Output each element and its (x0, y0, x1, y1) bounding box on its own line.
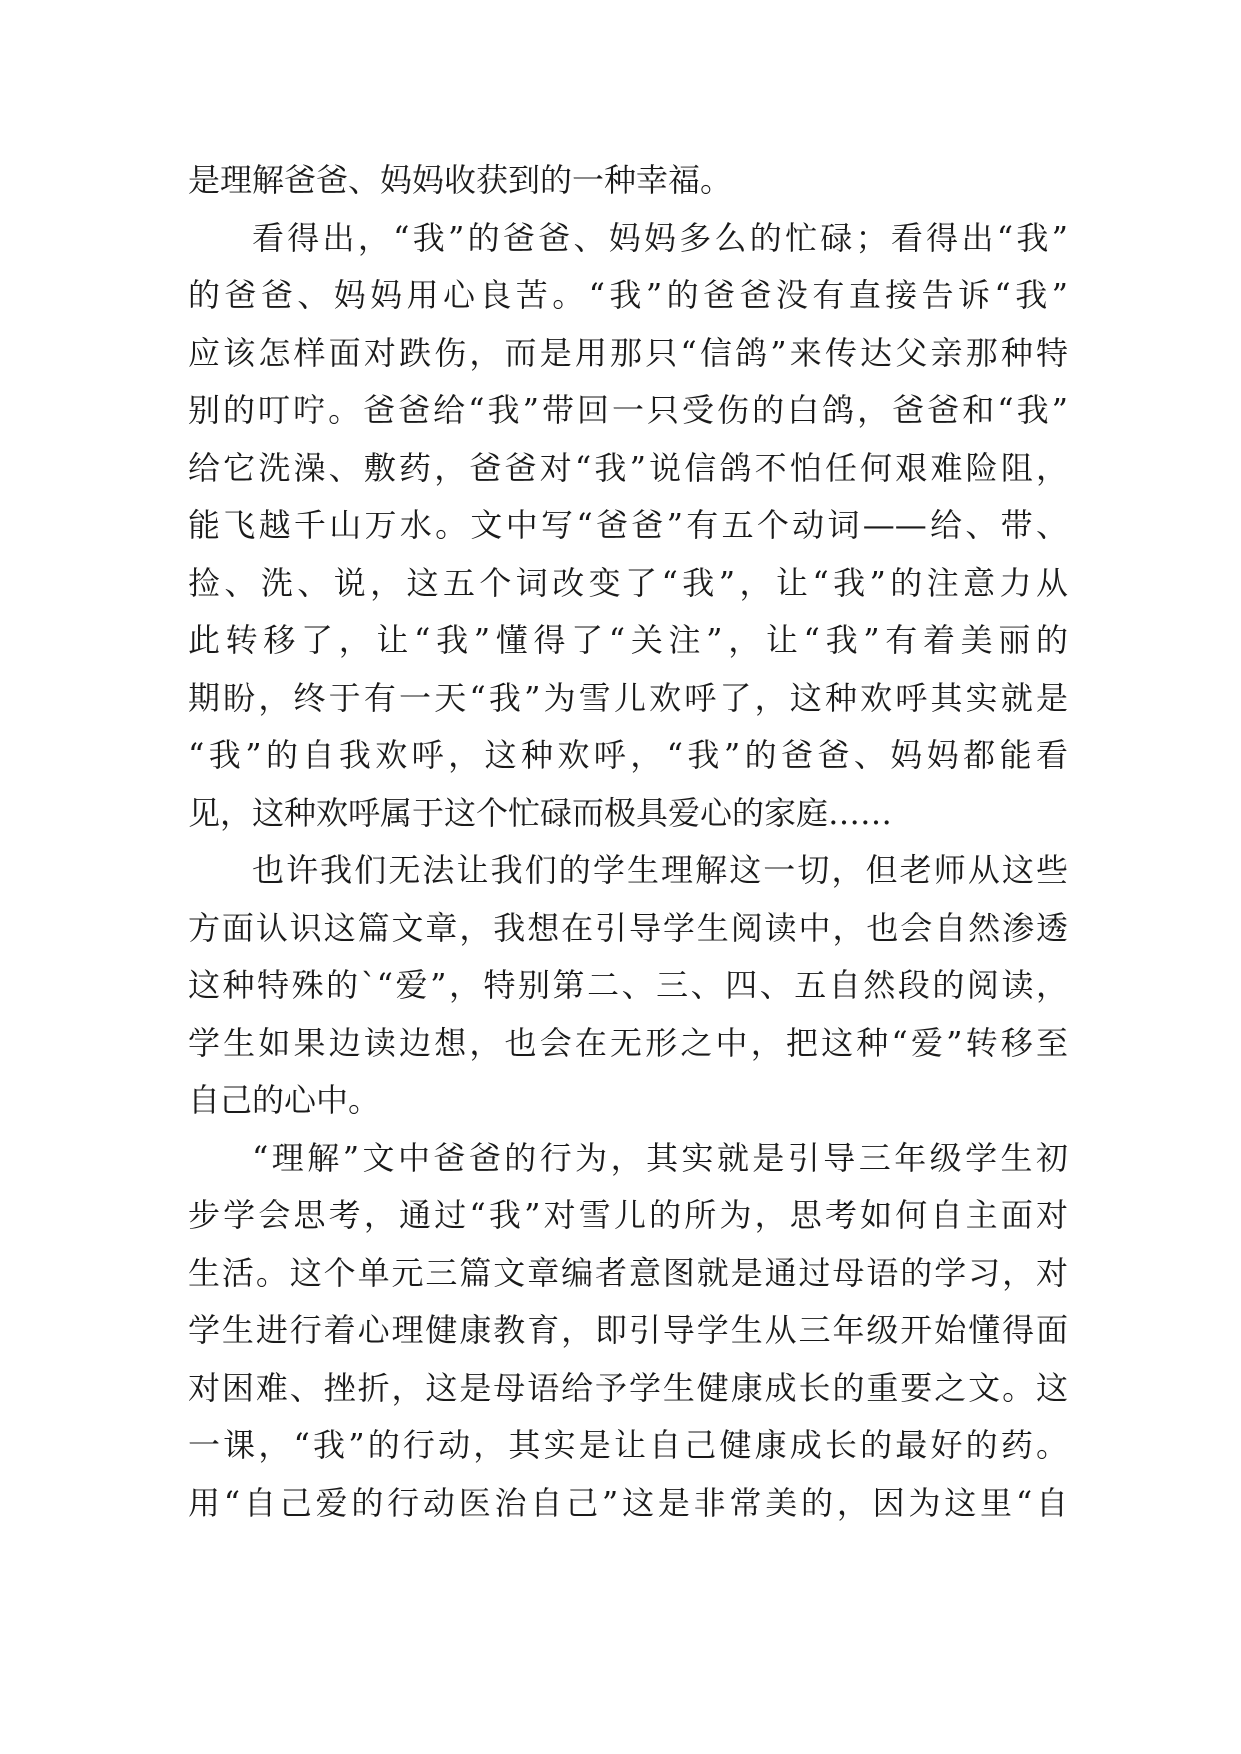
text-line: 生活。这个单元三篇文章编者意图就是通过母语的学习，对 (188, 1253, 1068, 1292)
text-line: 捡、洗、说，这五个词改变了“我”，让“我”的注意力从 (188, 563, 1068, 602)
text-line: 用“自己爱的行动医治自己”这是非常美的，因为这里“自 (188, 1483, 1068, 1522)
text-line: “理解”文中爸爸的行为，其实就是引导三年级学生初 (252, 1138, 1068, 1177)
text-line: 此转移了，让“我”懂得了“关注”，让“我”有着美丽的 (188, 621, 1068, 659)
text-line: 学生进行着心理健康教育，即引导学生从三年级开始懂得面 (188, 1311, 1068, 1349)
text-line: 能飞越千山万水。文中写“爸爸”有五个动词——给、带、 (188, 506, 1068, 544)
text-line: 一课，“我”的行动，其实是让自己健康成长的最好的药。 (188, 1426, 1068, 1464)
text-line: 这种特殊的`“爱”，特别第二、三、四、五自然段的阅读， (188, 966, 1068, 1004)
text-line: 期盼，终于有一天“我”为雪儿欢呼了，这种欢呼其实就是 (188, 678, 1068, 717)
text-line: 看得出，“我”的爸爸、妈妈多么的忙碌；看得出“我” (252, 218, 1068, 257)
text-line: “我”的自我欢呼，这种欢呼，“我”的爸爸、妈妈都能看 (188, 736, 1068, 774)
text-line: 应该怎样面对跌伤，而是用那只“信鸽”来传达父亲那种特 (188, 333, 1068, 372)
text-line: 是理解爸爸、妈妈收获到的一种幸福。 (188, 161, 733, 199)
text-line: 对困难、挫折，这是母语给予学生健康成长的重要之文。这 (188, 1368, 1068, 1407)
text-line: 步学会思考，通过“我”对雪儿的所为，思考如何自主面对 (188, 1196, 1068, 1234)
text-line: 见，这种欢呼属于这个忙碌而极具爱心的家庭…… (188, 793, 893, 832)
text-line: 学生如果边读边想，也会在无形之中，把这种“爱”转移至 (188, 1023, 1068, 1062)
text-line: 方面认识这篇文章，我想在引导学生阅读中，也会自然渗透 (188, 908, 1068, 947)
text-line: 给它洗澡、敷药，爸爸对“我”说信鸽不怕任何艰难险阻， (188, 448, 1068, 487)
text-line: 的爸爸、妈妈用心良苦。“我”的爸爸没有直接告诉“我” (188, 276, 1068, 314)
text-line: 别的叮咛。爸爸给“我”带回一只受伤的白鸽，爸爸和“我” (188, 391, 1068, 429)
text-line: 也许我们无法让我们的学生理解这一切，但老师从这些 (252, 851, 1068, 889)
text-line: 自己的心中。 (188, 1081, 381, 1119)
body-text (188, 152, 1068, 1532)
